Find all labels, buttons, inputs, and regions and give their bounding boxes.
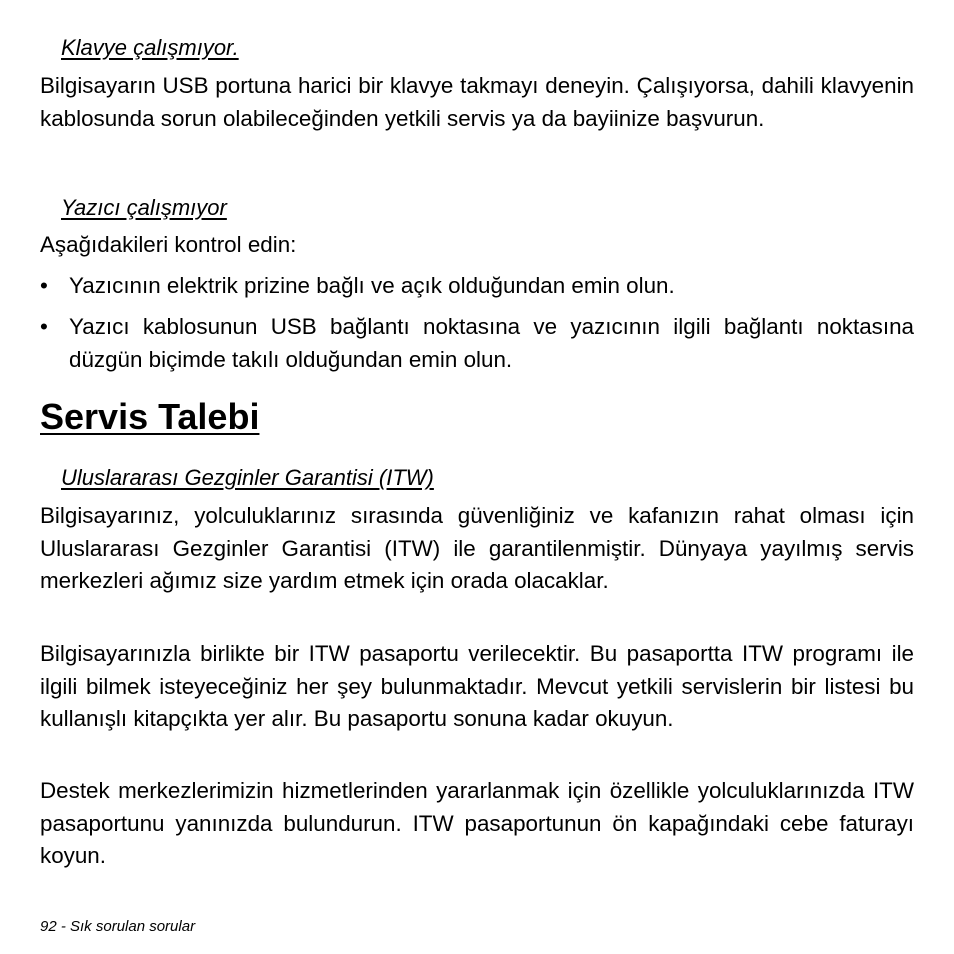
- paragraph-keyboard: Bilgisayarın USB portuna harici bir klavye takmayı deneyin. Çalışıyorsa, dahili klavyenin kablosunda sorun olabileceğinden yetkili servis ya da bayiinize başvurun.: [40, 73, 914, 131]
- paragraph-printer-intro: Aşağıdakileri kontrol edin:: [40, 232, 297, 257]
- paragraph-itw-1: Bilgisayarınız, yolculuklarınız sırasında güvenliğiniz ve kafanızın rahat olması için Uluslararası Gezginler Garantisi (ITW) ile garantilenmiştir. Dünyaya yayılmış servis merkezleri ağımız size yardım etmek için orada olacaklar.: [40, 503, 914, 593]
- paragraph-itw-2: Bilgisayarınızla birlikte bir ITW pasaportu verilecektir. Bu pasaportta ITW programı ile ilgili bilmek isteyeceğiniz her şey bulunmaktadır. Mevcut yetkili servislerin bir listesi bu kullanışlı kitapçıkta yer alır. Bu pasaportu sonuna kadar okuyun.: [40, 641, 914, 731]
- list-item-text: Yazıcının elektrik prizine bağlı ve açık olduğundan emin olun.: [69, 273, 675, 298]
- section-heading: Servis Talebi: [40, 396, 260, 437]
- paragraph-itw-3: Destek merkezlerimizin hizmetlerinden yararlanmak için özellikle yolculuklarınızda ITW pasaportunu yanınızda bulundurun. ITW pasaportunun ön kapağındaki cebe faturayı koyun.: [40, 778, 914, 868]
- subheading-keyboard: Klavye çalışmıyor.: [61, 35, 239, 60]
- bullet-marker: •: [40, 273, 48, 298]
- bullet-marker: •: [40, 314, 48, 339]
- page-footer: 92 - Sık sorulan sorular: [40, 918, 196, 935]
- list-item-text: Yazıcı kablosunun USB bağlantı noktasına ve yazıcının ilgili bağlantı noktasına düzgün biçimde takılı olduğundan emin olun.: [69, 314, 914, 372]
- subheading-itw: Uluslararası Gezginler Garantisi (ITW): [61, 465, 434, 490]
- subheading-printer: Yazıcı çalışmıyor: [61, 195, 227, 220]
